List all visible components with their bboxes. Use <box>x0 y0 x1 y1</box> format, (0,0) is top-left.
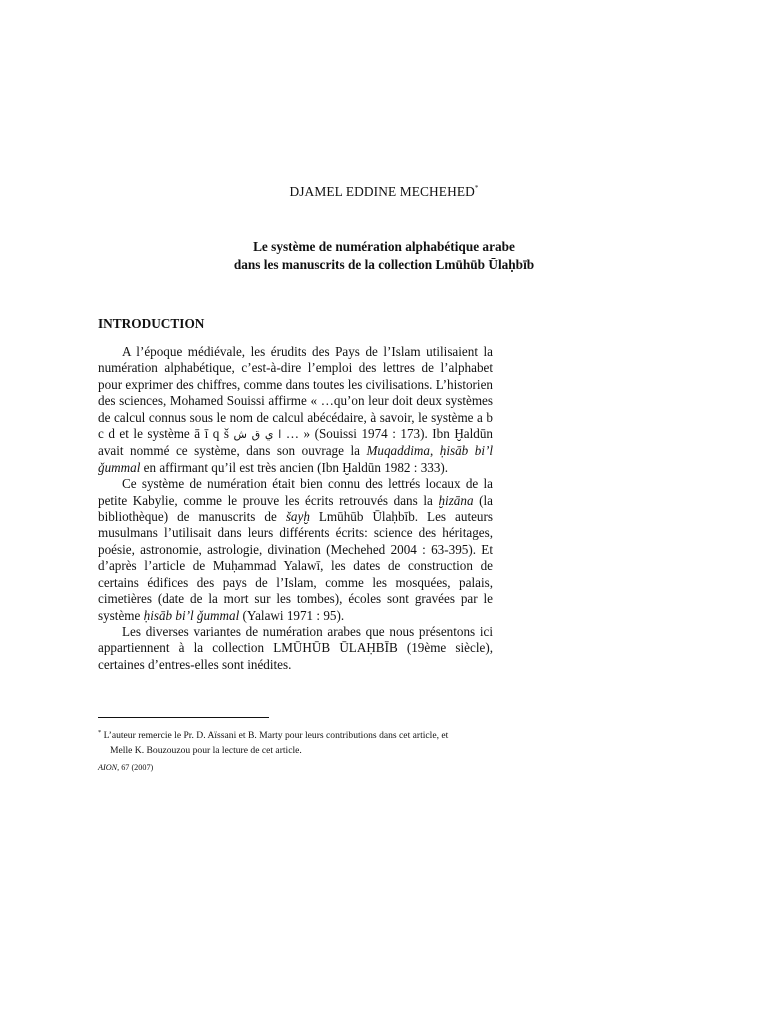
p2-text-4: (Yalawi 1971 : 95). <box>239 607 345 623</box>
journal-reference <box>98 763 153 772</box>
p2-italic-sayh: šayḫ <box>285 509 310 525</box>
p1-text-3: … » (Souissi 1974 : 173). Ibn Ḫaldūn avait nommé ce système, dans son ouvrage la <box>98 426 493 459</box>
title-line-1: Le système de numération alphabétique arabe <box>253 239 515 254</box>
p1-text-4: , <box>429 443 440 459</box>
paragraph-1 <box>98 344 493 476</box>
p1-text-5: en affirmant qu’il est très ancien (Ibn Ḫaldūn 1982 : 333). <box>140 459 449 475</box>
author-footnote-marker[interactable]: * <box>474 184 479 192</box>
p2-text-1: Ce système de numération était bien connu des lettrés locaux de la petite Kabylie, comme le prouve les écrits retrouvés dans la <box>98 476 493 508</box>
footnote-line-1 <box>98 726 493 744</box>
journal-name: AION <box>98 763 118 772</box>
p1-text-1: A l’époque médiévale, les érudits des Pays de l’Islam utilisaient la numération alphabétique, c’est-à-dire l’emploi des lettres de l’alphabet pour exprimer des chiffres, comme dans toutes les civilisations. L’historien des sciences, Mohamed Souissi affirme « …qu’on leur doit deux systèmes de calcul connus sous le nom de calcul abécédaire, à savoir, le système a b c d et le système <box>98 344 493 442</box>
section-heading: INTRODUCTION <box>98 316 205 331</box>
author-line <box>0 184 768 200</box>
journal-issue: , 67 (2007) <box>117 763 154 772</box>
author-name: DJAMEL EDDINE MECHEHED <box>289 184 475 199</box>
p3-text-1: Les diverses variantes de numération arabes que nous présentons ici appartiennent à la collection LMŪHŪB ŪLAḤBĪB (19ème siècle), certaines d’entres-elles sont inédites. <box>98 623 493 672</box>
p1-italic-hisab: ḥisāb bi’l ǧummal <box>98 443 493 475</box>
article-title <box>0 238 768 273</box>
p2-italic-hizana: ḫizāna <box>438 492 474 508</box>
p2-text-2: (la bibliothèque) de manuscrits de <box>98 492 493 525</box>
footnote-marker: * <box>98 729 102 736</box>
footnote-rule <box>98 717 269 718</box>
p1-arabic-letters: ا ي ق ش <box>233 428 282 442</box>
footnote <box>98 726 493 758</box>
p2-text-3: Lmūhūb Ūlaḥbīb. Les auteurs musulmans l’utilisait dans leurs différents écrits: science des héritages, poésie, astronomie, astrologie, divination (Mechehed 2004 : 63-395). Et d’après l’article de Muḥammad Yalawī, les dates de construction de certains édifices des pays de l’Islam, comme les mosquées, palais, cimetières (date de la mort sur les tombes), écoles sont gravées par le système <box>98 509 493 623</box>
p1-translit: ā ī q š <box>194 426 229 442</box>
footnote-text-2: Melle K. Bouzouzou pour la lecture de cet article. <box>110 744 302 756</box>
p1-italic-muqaddima: Muqaddima <box>366 443 430 459</box>
paragraph-3 <box>98 624 493 673</box>
footnote-text-1: L’auteur remercie le Pr. D. Aïssani et B. Marty pour leurs contributions dans cet article, et <box>103 730 449 741</box>
title-line-2: dans les manuscrits de la collection Lmūhūb Ūlaḥbīb <box>233 256 535 272</box>
paragraph-2 <box>98 476 493 624</box>
body-text <box>98 344 493 673</box>
p2-italic-hisab: ḥisāb bi’l ǧummal <box>143 607 240 623</box>
